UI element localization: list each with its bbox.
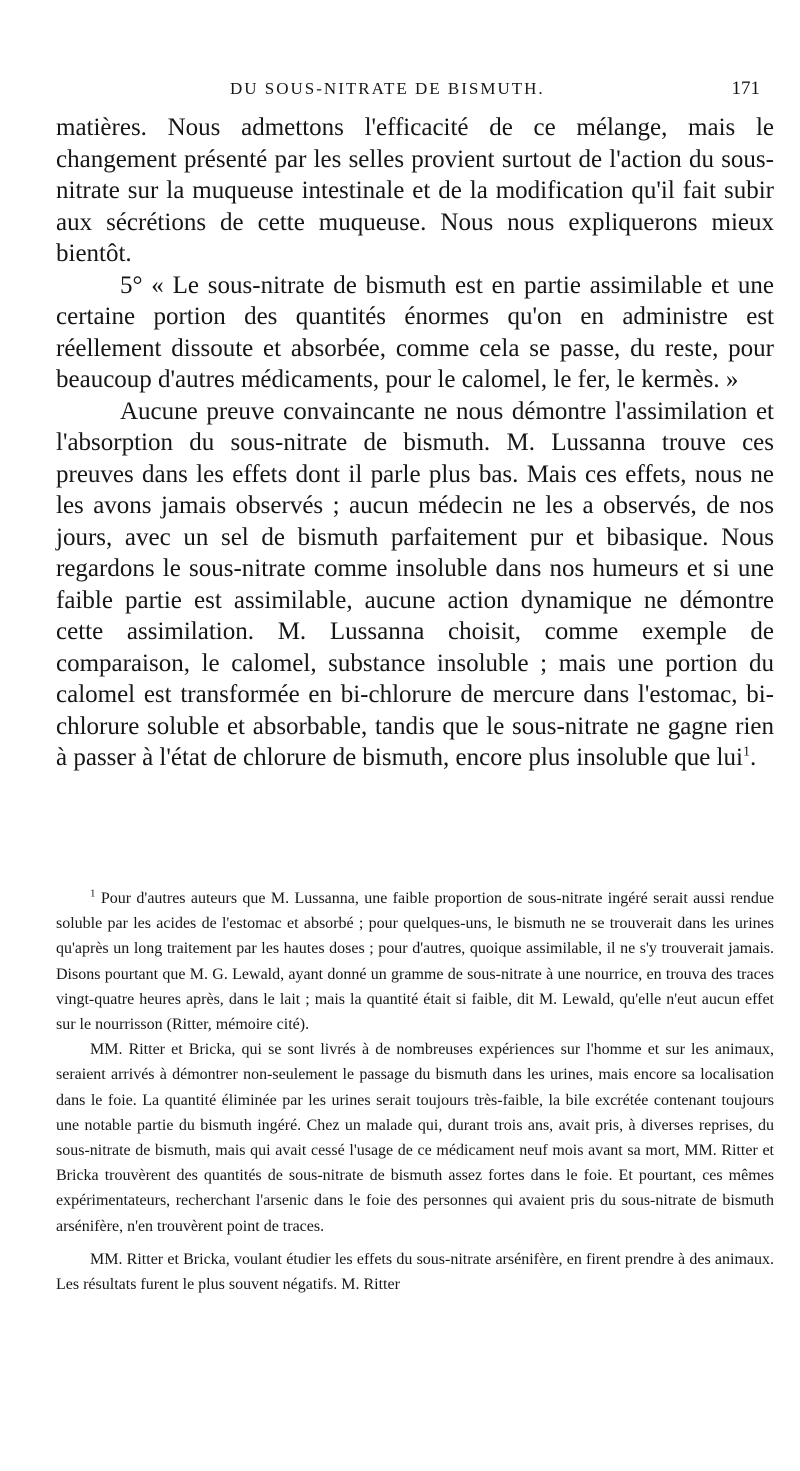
paragraph: Aucune preuve convaincante ne nous démontre l'assimilation et l'absorption du sous-nitrate de bismuth. M. Lussanna trouve ces preuves dans les effets dont il parle plus bas. Mais ces effets, nous ne les avons jamais observés ; aucun médecin ne les a observés, de nos jours, avec un sel de bismuth parfaitement pur et bibasique. Nous regardons le sous-nitrate comme insoluble dans nos humeurs et si une faible partie est assimilable, aucune action dynamique ne démontre cette assimilation. M. Lussanna choisit, comme exemple de comparaison, le calomel, substance insoluble ; mais une portion du calomel est transformée en bi-chlorure de mercure dans l'estomac, bi-chlorure soluble et absorbable, tandis que le sous-nitrate ne gagne rien à passer à l'état de chlorure de bismuth, encore plus insoluble que lui$^1$. bbox=[56, 397, 774, 771]
footnote: MM. Ritter et Bricka, voulant étudier les effets du sous-nitrate arsénifère, en firent prendre à des animaux. Les résultats furent le plus souvent négatifs. M. Ritter bbox=[56, 1250, 774, 1294]
footnote-text: Pour d'autres auteurs que M. Lussanna, une faible proportion de sous-nitrate ingéré serait aussi rendue soluble par les acides de l'estomac et absorbé ; pour quelques-uns, le bismuth ne se trouverait dans les urines qu'après un long traitement par les hautes doses ; pour d'autres, quoique assimilable, il ne s'y trouverait jamais. Disons pourtant que M. G. Lewald, ayant donné un gramme de sous-nitrate à une nourrice, en trouva des traces vingt-quatre heures après, dans le lait ; mais la quantité était si faible, dit M. Lewald, qu'elle n'eut aucun effet sur le nourrisson (Ritter, mémoire cité). bbox=[56, 890, 775, 1034]
page-header bbox=[230, 78, 760, 100]
footnote-marker: 1 bbox=[90, 887, 96, 900]
page-number: 171 bbox=[731, 78, 760, 99]
main-text bbox=[56, 112, 774, 774]
footnote-reference[interactable]: 1 bbox=[742, 744, 750, 760]
footnote: MM. Ritter et Bricka, qui se sont livrés à de nombreuses expériences sur l'homme et sur les animaux, seraient arrivés à démontrer non-seulement le passage du bismuth dans les urines, mais encore sa localisation dans le foie. La quantité éliminée par les urines serait toujours très-faible, la bile excrétée contenant toujours une notable partie du bismuth ingéré. Chez un malade qui, durant trois ans, avait pris, à diverses reprises, du sous-nitrate de bismuth, mais qui avait cessé l'usage de ce médicament neuf mois avant sa mort, MM. Ritter et Bricka trouvèrent des quantités de sous-nitrate de bismuth assez fortes dans le foie. Et pourtant, ces mêmes expérimentateurs, recherchant l'arsenic dans le foie des personnes qui avaient pris du sous-nitrate de bismuth arsénifère, n'en trouvèrent point de traces. bbox=[56, 1041, 774, 1235]
footnote bbox=[56, 886, 774, 1037]
paragraph-text: Aucune preuve convaincante ne nous démontre l'assimilation et l'absorption du sous-nitrate de bismuth. M. Lussanna trouve ces preuves dans les effets dont il parle plus bas. Mais ces effets, nous ne les avons jamais observés ; aucun médecin ne les a observés, de nos jours, avec un sel de bismuth parfaitement pur et bibasique. Nous regardons le sous-nitrate comme insoluble dans nos humeurs et si une faible partie est assimilable, aucune action dynamique ne démontre cette assimilation. M. Lussanna choisit, comme exemple de comparaison, le calomel, substance insoluble ; mais une portion du calomel est transformée en bi-chlorure de mercure dans l'estomac, bi-chlorure soluble et absorbable, tandis que le sous-nitrate ne gagne rien à passer à l'état de chlorure de bismuth, encore plus insoluble que lui bbox=[56, 397, 774, 771]
footnotes bbox=[56, 886, 774, 1297]
running-title: DU SOUS-NITRATE DE BISMUTH. bbox=[230, 79, 545, 98]
paragraph: 5° « Le sous-nitrate de bismuth est en partie assimilable et une certaine portion des quantités énormes qu'on en administre est réellement dissoute et absorbée, comme cela se passe, du reste, pour beaucoup d'autres médicaments, pour le calomel, le fer, le kermès. » bbox=[56, 271, 774, 393]
paragraph: matières. Nous admettons l'efficacité de ce mélange, mais le changement présenté par les selles provient surtout de l'action du sous-nitrate sur la muqueuse intestinale et de la modification qu'il fait subir aux sécrétions de cette muqueuse. Nous nous expliquerons mieux bientôt. bbox=[56, 114, 774, 267]
